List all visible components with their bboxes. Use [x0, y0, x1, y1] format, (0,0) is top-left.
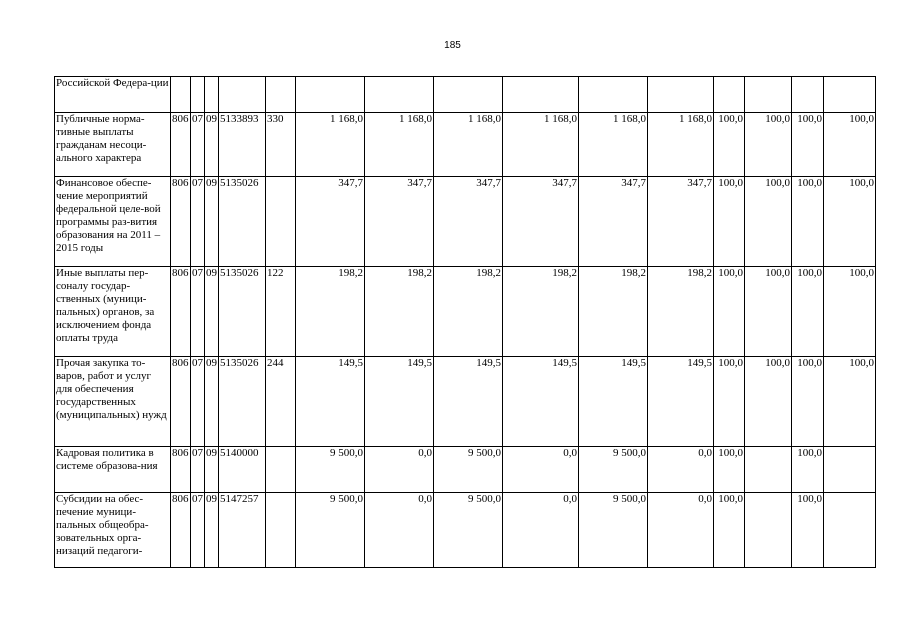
section-code-cell	[191, 77, 205, 113]
amount-cell-3: 347,7	[434, 177, 503, 267]
percent-cell-3: 100,0	[792, 267, 824, 357]
section-code-cell: 07	[191, 447, 205, 493]
table-row	[55, 357, 876, 447]
amount-cell-2: 0,0	[365, 493, 434, 568]
amount-cell-6: 0,0	[648, 447, 714, 493]
section-code-cell: 07	[191, 267, 205, 357]
expense-type-cell: 244	[266, 357, 296, 447]
section-code-cell: 07	[191, 177, 205, 267]
percent-cell-3: 100,0	[792, 493, 824, 568]
item-name-cell: Публичные норма-тивные выплаты гражданам несоци-ального характера	[55, 113, 171, 177]
amount-cell-2: 149,5	[365, 357, 434, 447]
table-row	[55, 177, 876, 267]
percent-cell-4	[824, 447, 876, 493]
section-code-cell: 07	[191, 493, 205, 568]
table-body	[55, 77, 876, 568]
amount-cell-4	[503, 77, 579, 113]
table-row	[55, 77, 876, 113]
target-article-cell: 5135026	[219, 357, 266, 447]
amount-cell-5: 9 500,0	[579, 447, 648, 493]
amount-cell-5: 9 500,0	[579, 493, 648, 568]
ministry-code-cell: 806	[171, 357, 191, 447]
percent-cell-3: 100,0	[792, 447, 824, 493]
amount-cell-3: 9 500,0	[434, 493, 503, 568]
percent-cell-1: 100,0	[714, 113, 745, 177]
percent-cell-2: 100,0	[745, 177, 792, 267]
percent-cell-1: 100,0	[714, 447, 745, 493]
percent-cell-4: 100,0	[824, 177, 876, 267]
ministry-code-cell: 806	[171, 447, 191, 493]
item-name-cell: Иные выплаты пер-соналу государ-ственных (муници-пальных) органов, за исключением фонда оплаты труда	[55, 267, 171, 357]
item-name-cell: Прочая закупка то-варов, работ и услуг для обеспечения государственных (муниципальных) нужд	[55, 357, 171, 447]
table-row	[55, 113, 876, 177]
target-article-cell: 5147257	[219, 493, 266, 568]
amount-cell-1: 149,5	[296, 357, 365, 447]
amount-cell-5	[579, 77, 648, 113]
ministry-code-cell: 806	[171, 493, 191, 568]
percent-cell-3: 100,0	[792, 113, 824, 177]
amount-cell-1: 1 168,0	[296, 113, 365, 177]
amount-cell-4: 198,2	[503, 267, 579, 357]
subsection-code-cell: 09	[205, 493, 219, 568]
amount-cell-5: 347,7	[579, 177, 648, 267]
amount-cell-2: 198,2	[365, 267, 434, 357]
percent-cell-3	[792, 77, 824, 113]
amount-cell-4: 347,7	[503, 177, 579, 267]
item-name-cell: Субсидии на обес-печение муници-пальных общеобра-зовательных орга-низаций педагоги-	[55, 493, 171, 568]
subsection-code-cell: 09	[205, 267, 219, 357]
percent-cell-4: 100,0	[824, 267, 876, 357]
section-code-cell: 07	[191, 357, 205, 447]
amount-cell-3: 1 168,0	[434, 113, 503, 177]
amount-cell-1: 198,2	[296, 267, 365, 357]
percent-cell-2: 100,0	[745, 357, 792, 447]
amount-cell-1	[296, 77, 365, 113]
expense-type-cell	[266, 77, 296, 113]
amount-cell-6: 0,0	[648, 493, 714, 568]
percent-cell-2: 100,0	[745, 267, 792, 357]
percent-cell-4	[824, 77, 876, 113]
section-code-cell: 07	[191, 113, 205, 177]
target-article-cell: 5140000	[219, 447, 266, 493]
amount-cell-1: 9 500,0	[296, 493, 365, 568]
amount-cell-5: 149,5	[579, 357, 648, 447]
item-name-cell: Российской Федера-ции	[55, 77, 171, 113]
target-article-cell: 5135026	[219, 267, 266, 357]
amount-cell-2	[365, 77, 434, 113]
amount-cell-3: 9 500,0	[434, 447, 503, 493]
percent-cell-4: 100,0	[824, 113, 876, 177]
percent-cell-4	[824, 493, 876, 568]
target-article-cell: 5133893	[219, 113, 266, 177]
percent-cell-1: 100,0	[714, 357, 745, 447]
amount-cell-3: 198,2	[434, 267, 503, 357]
amount-cell-1: 347,7	[296, 177, 365, 267]
amount-cell-4: 0,0	[503, 493, 579, 568]
percent-cell-4: 100,0	[824, 357, 876, 447]
table-row	[55, 493, 876, 568]
percent-cell-1	[714, 77, 745, 113]
page-number: 185	[444, 40, 461, 51]
item-name-cell: Финансовое обеспе-чение мероприятий федеральной целе-вой программы раз-вития образования на 2011 – 2015 годы	[55, 177, 171, 267]
expense-type-cell	[266, 447, 296, 493]
ministry-code-cell: 806	[171, 267, 191, 357]
amount-cell-4: 0,0	[503, 447, 579, 493]
percent-cell-3: 100,0	[792, 177, 824, 267]
table-row	[55, 267, 876, 357]
percent-cell-1: 100,0	[714, 267, 745, 357]
amount-cell-5: 1 168,0	[579, 113, 648, 177]
percent-cell-3: 100,0	[792, 357, 824, 447]
amount-cell-3: 149,5	[434, 357, 503, 447]
amount-cell-6: 1 168,0	[648, 113, 714, 177]
percent-cell-2	[745, 447, 792, 493]
percent-cell-2: 100,0	[745, 113, 792, 177]
table-row	[55, 447, 876, 493]
expense-type-cell	[266, 177, 296, 267]
subsection-code-cell: 09	[205, 447, 219, 493]
amount-cell-6: 198,2	[648, 267, 714, 357]
percent-cell-2	[745, 77, 792, 113]
subsection-code-cell: 09	[205, 177, 219, 267]
amount-cell-2: 1 168,0	[365, 113, 434, 177]
subsection-code-cell	[205, 77, 219, 113]
ministry-code-cell: 806	[171, 177, 191, 267]
percent-cell-1: 100,0	[714, 177, 745, 267]
ministry-code-cell	[171, 77, 191, 113]
budget-table	[54, 76, 876, 568]
amount-cell-2: 347,7	[365, 177, 434, 267]
amount-cell-4: 149,5	[503, 357, 579, 447]
amount-cell-6: 347,7	[648, 177, 714, 267]
percent-cell-2	[745, 493, 792, 568]
expense-type-cell: 122	[266, 267, 296, 357]
item-name-cell: Кадровая политика в системе образова-ния	[55, 447, 171, 493]
amount-cell-5: 198,2	[579, 267, 648, 357]
expense-type-cell: 330	[266, 113, 296, 177]
amount-cell-6: 149,5	[648, 357, 714, 447]
subsection-code-cell: 09	[205, 357, 219, 447]
ministry-code-cell: 806	[171, 113, 191, 177]
target-article-cell	[219, 77, 266, 113]
expense-type-cell	[266, 493, 296, 568]
percent-cell-1: 100,0	[714, 493, 745, 568]
subsection-code-cell: 09	[205, 113, 219, 177]
amount-cell-6	[648, 77, 714, 113]
target-article-cell: 5135026	[219, 177, 266, 267]
amount-cell-1: 9 500,0	[296, 447, 365, 493]
amount-cell-2: 0,0	[365, 447, 434, 493]
amount-cell-4: 1 168,0	[503, 113, 579, 177]
amount-cell-3	[434, 77, 503, 113]
